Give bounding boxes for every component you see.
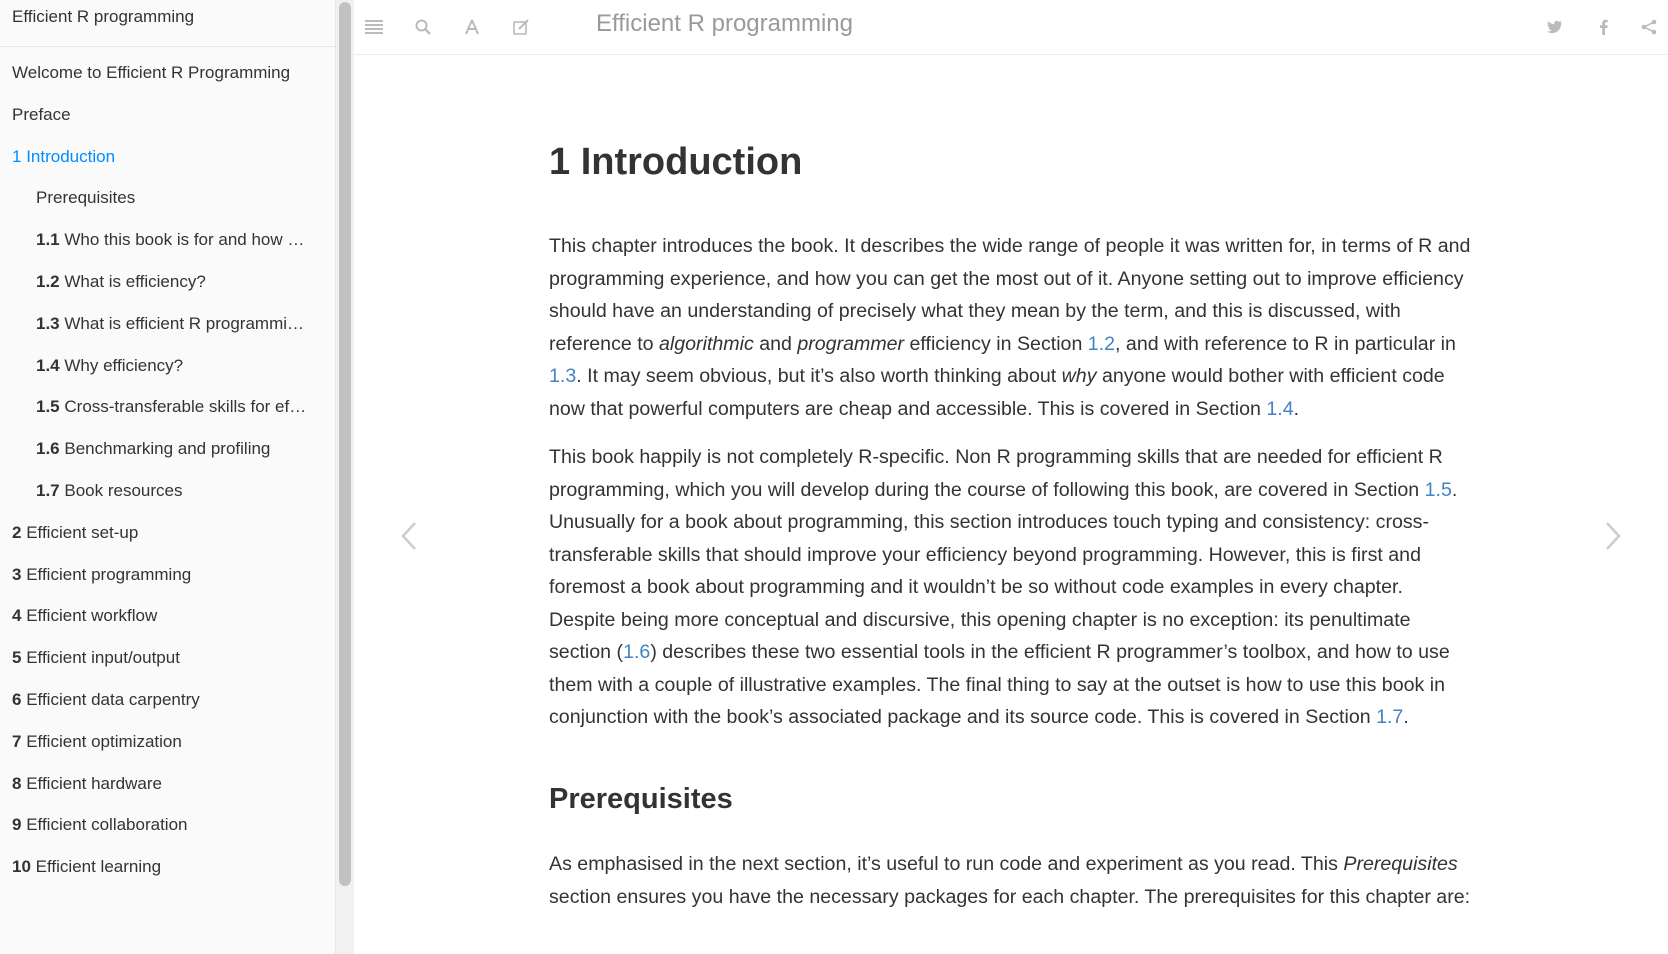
edit-icon[interactable] (506, 12, 536, 42)
sidebar-item-label: Efficient hardware (26, 773, 162, 793)
section-link[interactable]: 1.2 (1087, 332, 1116, 355)
text-run: . It may seem obvious, but it’s also worth thinking about (576, 365, 1062, 387)
sidebar-item-label: Efficient set-up (26, 522, 139, 542)
section-link[interactable]: 1.4 (1266, 397, 1294, 420)
sidebar-item[interactable] (0, 53, 330, 93)
text-run: , and with reference to R in particular in (1115, 332, 1456, 355)
sidebar-item[interactable] (0, 680, 330, 720)
sidebar-item-label: Efficient learning (35, 857, 162, 877)
text-run: This book happily is not completely R-specific. Non R programming skills that are needed for efficient R programming, which you will develop during the course of following this book, are covered in Section (549, 446, 1443, 501)
sidebar-item[interactable] (0, 95, 330, 135)
paragraph-prerequisites (549, 848, 1474, 913)
sidebar-item-number: 3 (12, 564, 22, 584)
sidebar-item[interactable] (0, 764, 330, 804)
sidebar-item-label: What is efficiency? (64, 272, 206, 291)
sidebar-item[interactable] (0, 137, 330, 177)
book-title[interactable]: Efficient R programming (596, 10, 853, 37)
toolbar (354, 0, 1668, 55)
sidebar-item-number: 1.5 (36, 397, 60, 417)
paragraph-overview (549, 441, 1474, 734)
sidebar-item-number: 1.7 (36, 481, 60, 500)
text-run: and (753, 332, 798, 355)
sidebar-item-label: Efficient workflow (26, 606, 158, 626)
section-link[interactable]: 1.3 (549, 365, 577, 387)
sidebar-item-label: Introduction (26, 146, 116, 166)
text-run: This chapter introduces the book. It describes the wide range of people it was written for, in terms of R and programming experience, and how you can get the most out of it. Anyone setting out to improve efficiency should have an understanding of precisely what they mean by the term, and this is discussed, with reference to (549, 235, 1471, 355)
sidebar-item[interactable] (0, 220, 330, 260)
sidebar-item-label: Welcome to Efficient R Programming (12, 63, 291, 82)
sidebar-item-label: Preface (12, 104, 71, 124)
sidebar-item-label: Efficient optimization (26, 731, 182, 751)
sidebar-item[interactable] (0, 805, 330, 845)
sidebar-item-number: 8 (12, 773, 22, 793)
emphasis-text: programmer (797, 332, 905, 355)
sidebar-item-label: Efficient collaboration (26, 815, 188, 835)
sidebar-item-number: 6 (12, 690, 22, 709)
sidebar-item[interactable] (0, 471, 330, 511)
sidebar-item[interactable] (0, 387, 330, 427)
share-icon[interactable] (1634, 12, 1664, 42)
sidebar-item-number: 4 (12, 606, 22, 626)
chapter-title: 1 Introduction (549, 141, 803, 183)
sidebar-item-number: 1.6 (36, 439, 60, 459)
sidebar-item-label: Cross-transferable skills for ef… (64, 397, 307, 417)
sidebar-item-label: Prerequisites (36, 188, 136, 208)
sidebar-item-number: 1.2 (36, 272, 60, 291)
sidebar-item-number: 5 (12, 648, 22, 668)
sidebar-header (0, 0, 336, 47)
text-run: . Unusually for a book about programming, this section introduces touch typing and consistency: cross-transferable skills that should improve your efficiency beyond programming. However, this is first and foremost a book about programming and it wouldn’t be so without code examples in every chapter. Despite being more conceptual and discursive, this opening chapter is no exception: its penultimate section ( (549, 478, 1458, 663)
sidebar-item-number: 10 (12, 857, 31, 877)
sidebar-item-label: Efficient data carpentry (26, 690, 200, 709)
twitter-icon[interactable] (1540, 12, 1570, 42)
text-run: ) describes these two essential tools in the efficient R programmer’s toolbox, and how to use them with a couple of illustrative examples. The final thing to say at the outset is how to use this book in conjunction with the book’s associated package and its source code. This is covered in Section (549, 641, 1450, 728)
sidebar-item[interactable] (0, 847, 330, 887)
emphasis-text: why (1061, 365, 1097, 387)
sidebar-item-label: Who this book is for and how … (64, 230, 305, 250)
sidebar-item-label: Why efficiency? (64, 355, 184, 375)
text-run: . (1293, 397, 1300, 420)
sidebar-item-number: 1.1 (36, 230, 60, 250)
sidebar-item-label: Efficient programming (26, 564, 192, 584)
emphasis-text: Prerequisites (1343, 853, 1458, 875)
text-run: . (1403, 706, 1409, 728)
paragraph-intro (549, 230, 1474, 425)
sidebar-item[interactable] (0, 596, 330, 636)
text-run: section ensures you have the necessary packages for each chapter. The prerequisites for this chapter are: (549, 885, 1471, 908)
sidebar-item-number: 7 (12, 731, 22, 751)
sidebar-item-number: 1.4 (36, 355, 60, 375)
previous-page-arrow-icon[interactable] (394, 516, 424, 556)
sidebar-item[interactable] (0, 555, 330, 595)
sidebar-item-number: 1.3 (36, 313, 60, 333)
sidebar (0, 0, 336, 954)
section-link[interactable]: 1.6 (623, 641, 651, 663)
sidebar-item[interactable] (0, 304, 330, 344)
sidebar-item-number: 1 (12, 146, 22, 166)
menu-icon[interactable] (359, 12, 389, 42)
sidebar-item-number: 9 (12, 815, 22, 835)
sidebar-item[interactable] (0, 513, 330, 553)
sidebar-book-title[interactable]: Efficient R programming (12, 7, 195, 26)
sidebar-item[interactable] (0, 429, 330, 469)
search-icon[interactable] (408, 12, 438, 42)
sidebar-item[interactable] (0, 638, 330, 678)
sidebar-item-label: Benchmarking and profiling (64, 439, 271, 459)
section-heading-prerequisites: Prerequisites (549, 783, 733, 815)
emphasis-text: algorithmic (659, 332, 754, 355)
sidebar-item-label: Efficient input/output (26, 648, 180, 668)
sidebar-item-label: What is efficient R programmi… (64, 313, 305, 333)
text-run: efficiency in Section (904, 332, 1088, 355)
text-run: As emphasised in the next section, it’s useful to run code and experiment as you read. This (549, 853, 1344, 875)
sidebar-item-number: 2 (12, 522, 22, 542)
font-icon[interactable] (457, 12, 487, 42)
sidebar-item-label: Book resources (64, 481, 183, 500)
next-page-arrow-icon[interactable] (1598, 516, 1628, 556)
sidebar-scrollbar-thumb[interactable] (339, 2, 351, 886)
sidebar-item[interactable] (0, 722, 330, 762)
sidebar-item[interactable] (0, 178, 330, 218)
facebook-icon[interactable] (1588, 12, 1618, 42)
section-link[interactable]: 1.5 (1424, 478, 1452, 501)
text-run: anyone would bother with efficient code now that powerful computers are cheap and accessible. This is covered in Section (549, 365, 1445, 420)
sidebar-item[interactable] (0, 346, 330, 386)
sidebar-item[interactable] (0, 262, 330, 302)
section-link[interactable]: 1.7 (1376, 706, 1404, 728)
